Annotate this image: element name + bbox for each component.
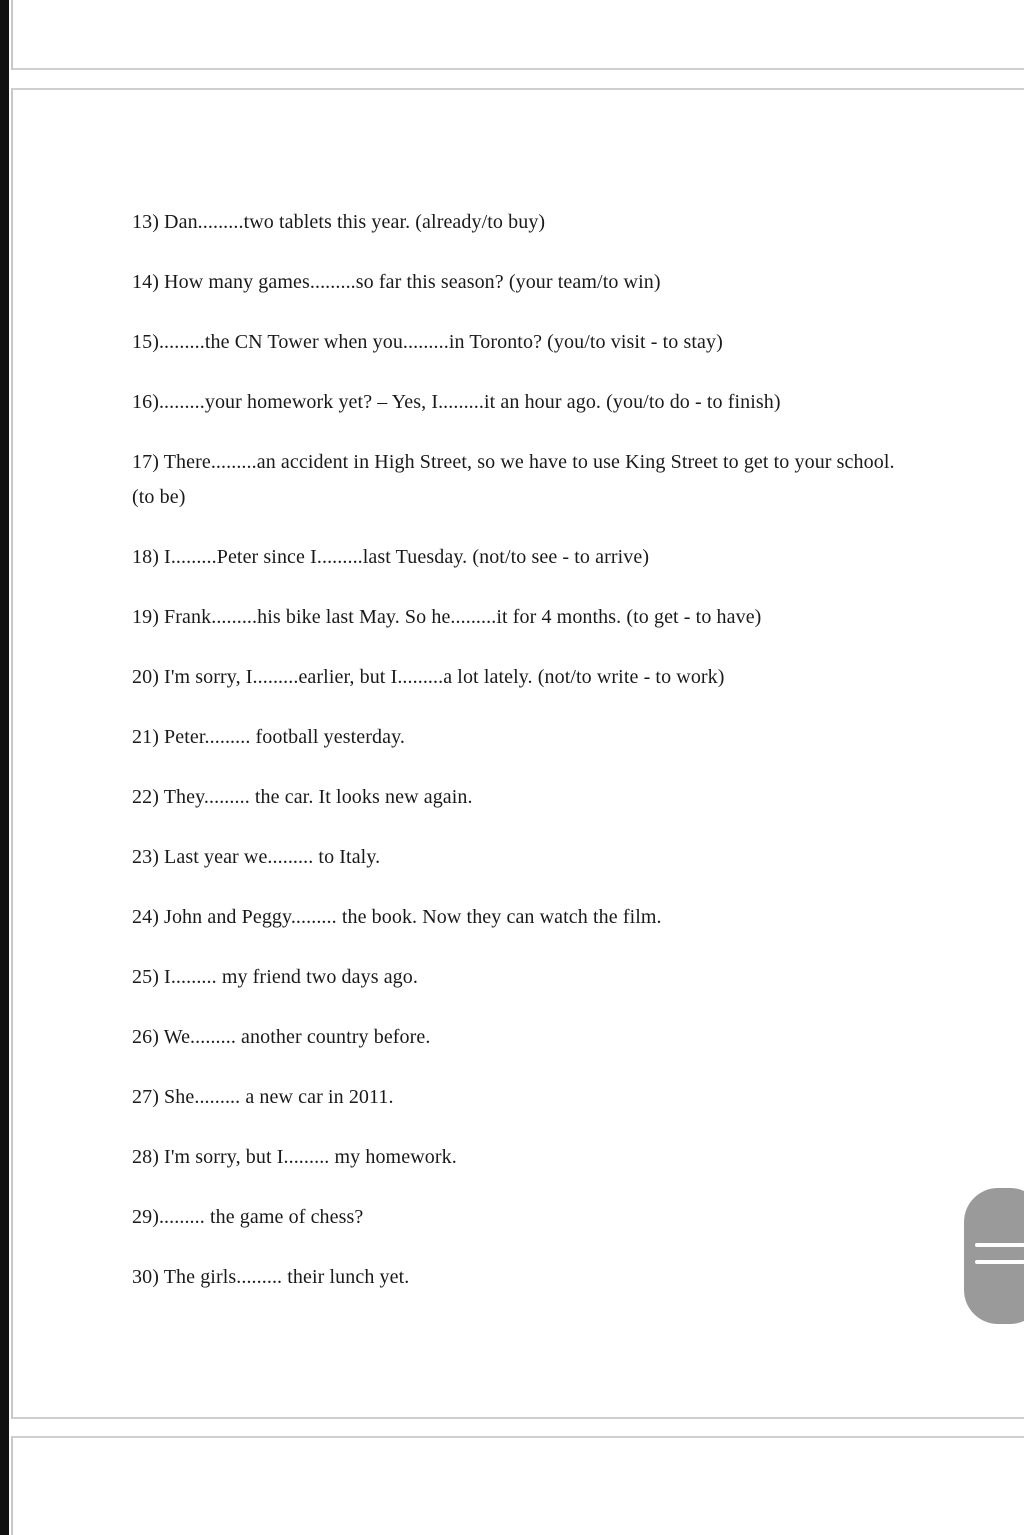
exercise-30: 30) The girls......... their lunch yet. bbox=[132, 1266, 410, 1288]
exercise-26: 26) We......... another country before. bbox=[132, 1026, 431, 1048]
previous-page bbox=[11, 0, 1024, 70]
drag-handle-icon bbox=[975, 1243, 1024, 1247]
exercise-19: 19) Frank.........his bike last May. So he.........it for 4 months. (to get - to have) bbox=[132, 606, 762, 628]
exercise-15: 15).........the CN Tower when you.........in Toronto? (you/to visit - to stay) bbox=[132, 331, 723, 353]
exercise-14: 14) How many games.........so far this season? (your team/to win) bbox=[132, 271, 661, 293]
next-page bbox=[11, 1436, 1024, 1535]
exercise-29: 29)......... the game of chess? bbox=[132, 1206, 364, 1228]
exercise-22: 22) They......... the car. It looks new again. bbox=[132, 786, 473, 808]
exercise-24: 24) John and Peggy......... the book. Now they can watch the film. bbox=[132, 906, 662, 928]
exercise-16: 16).........your homework yet? – Yes, I.........it an hour ago. (you/to do - to finish) bbox=[132, 391, 781, 413]
exercise-21: 21) Peter......... football yesterday. bbox=[132, 726, 405, 748]
exercise-20: 20) I'm sorry, I.........earlier, but I.........a lot lately. (not/to write - to work) bbox=[132, 666, 725, 688]
scroll-handle[interactable] bbox=[964, 1188, 1024, 1324]
exercise-13: 13) Dan.........two tablets this year. (already/to buy) bbox=[132, 211, 546, 233]
exercise-18: 18) I.........Peter since I.........last Tuesday. (not/to see - to arrive) bbox=[132, 546, 650, 568]
exercise-17: 17) There.........an accident in High Street, so we have to use King Street to get to your school. (to be) bbox=[132, 451, 895, 508]
drag-handle-icon bbox=[975, 1260, 1024, 1264]
exercise-27: 27) She......... a new car in 2011. bbox=[132, 1086, 394, 1108]
exercise-25: 25) I......... my friend two days ago. bbox=[132, 966, 418, 988]
exercise-list bbox=[132, 205, 902, 1320]
exercise-28: 28) I'm sorry, but I......... my homework. bbox=[132, 1146, 457, 1168]
exercise-23: 23) Last year we......... to Italy. bbox=[132, 846, 381, 868]
viewer-left-edge bbox=[0, 0, 9, 1535]
